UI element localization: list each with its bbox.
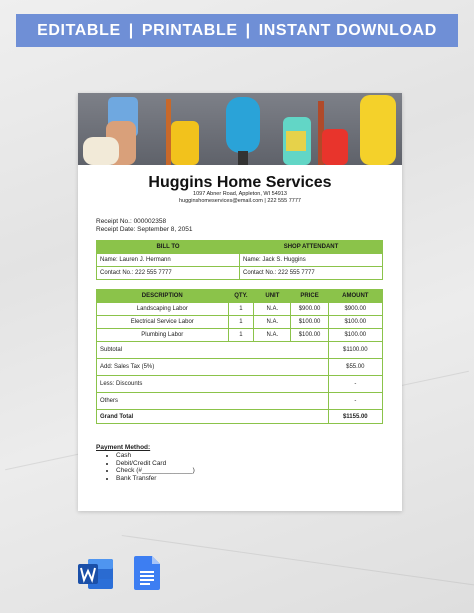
payment-option: • Cash — [116, 452, 195, 460]
company-name: Huggins Home Services — [148, 174, 332, 191]
item-unit: N.A. — [254, 329, 291, 342]
others-label: Others — [97, 393, 329, 410]
receipt-number: Receipt No.: 000002358 — [96, 218, 167, 225]
item-description: Electrical Service Labor — [97, 316, 229, 329]
receipt-date: Receipt Date: September 8, 2051 — [96, 226, 193, 233]
attendant-contact: Contact No.: 222 555 7777 — [240, 267, 383, 280]
bill-to-name: Name: Lauren J. Hermann — [97, 254, 240, 267]
grand-total-label: Grand Total — [97, 410, 329, 424]
item-amount: $100.00 — [328, 329, 382, 342]
others-value: - — [328, 393, 382, 410]
table-row — [97, 316, 383, 329]
subtotal-label: Subtotal — [97, 342, 329, 359]
payment-method-title: Payment Method: — [96, 444, 151, 451]
subtotal-value: $1100.00 — [328, 342, 382, 359]
top-banner — [16, 14, 458, 47]
banner-printable: PRINTABLE — [141, 21, 238, 39]
payment-option: • Bank Transfer — [116, 475, 195, 483]
grand-total-value: $1155.00 — [328, 410, 382, 424]
banner-separator: | — [245, 21, 251, 39]
attendant-name: Name: Jack S. Huggins — [240, 254, 383, 267]
col-amount: AMOUNT — [328, 290, 382, 303]
item-price: $100.00 — [291, 329, 328, 342]
google-docs-icon[interactable] — [134, 556, 160, 590]
payment-method — [96, 444, 195, 483]
item-description: Landscaping Labor — [97, 303, 229, 316]
item-price: $900.00 — [291, 303, 328, 316]
table-row — [97, 303, 383, 316]
item-description: Plumbing Labor — [97, 329, 229, 342]
cleaning-supplies-photo — [78, 93, 402, 165]
item-qty: 1 — [228, 303, 254, 316]
payment-option: • Debit/Credit Card — [116, 460, 195, 468]
col-price: PRICE — [291, 290, 328, 303]
item-qty: 1 — [228, 316, 254, 329]
bill-to-table — [96, 240, 383, 280]
item-amount: $100.00 — [328, 316, 382, 329]
company-address: 1097 Abner Road, Appleton, WI 54913 — [193, 191, 287, 197]
bill-to-header: BILL TO — [97, 241, 240, 254]
item-unit: N.A. — [254, 303, 291, 316]
item-price: $100.00 — [291, 316, 328, 329]
receipt-document — [78, 93, 402, 511]
discounts-value: - — [328, 376, 382, 393]
col-description: DESCRIPTION — [97, 290, 229, 303]
table-row — [97, 329, 383, 342]
banner-separator: | — [128, 21, 134, 39]
tax-label: Add: Sales Tax (5%) — [97, 359, 329, 376]
shop-attendant-header: SHOP ATTENDANT — [240, 241, 383, 254]
tax-value: $55.00 — [328, 359, 382, 376]
col-unit: UNIT — [254, 290, 291, 303]
items-table — [96, 289, 383, 424]
company-contact: hugginshomeservices@email.com | 222 555 7777 — [179, 198, 301, 204]
col-qty: QTY. — [228, 290, 254, 303]
bill-to-contact: Contact No.: 222 555 7777 — [97, 267, 240, 280]
item-amount: $900.00 — [328, 303, 382, 316]
item-unit: N.A. — [254, 316, 291, 329]
banner-instant-download: INSTANT DOWNLOAD — [258, 21, 437, 39]
marble-vein — [122, 535, 474, 586]
payment-option: • Check (#______________) — [116, 467, 195, 475]
microsoft-word-icon[interactable] — [78, 558, 114, 590]
banner-editable: EDITABLE — [37, 21, 121, 39]
item-qty: 1 — [228, 329, 254, 342]
discounts-label: Less: Discounts — [97, 376, 329, 393]
